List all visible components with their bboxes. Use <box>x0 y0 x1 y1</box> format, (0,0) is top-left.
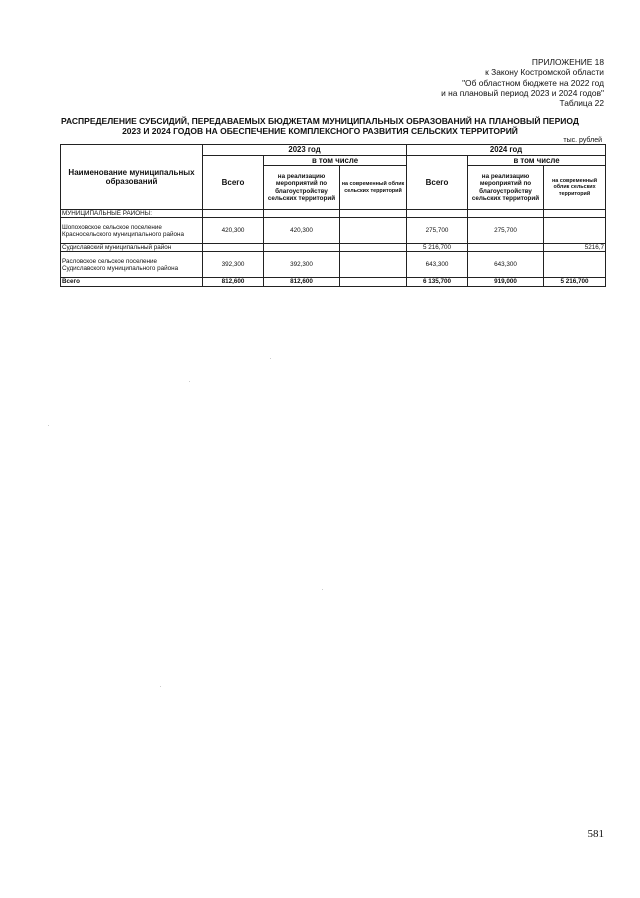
document-title <box>40 116 600 136</box>
total-improvement-2023: 812,600 <box>264 278 340 286</box>
header-municipality: Наименование муниципальных образований <box>61 145 203 210</box>
table-row <box>61 244 606 252</box>
scan-speck <box>322 589 323 590</box>
scan-speck <box>189 381 190 382</box>
subsidy-table <box>60 144 606 287</box>
appendix-line: к Закону Костромской области <box>485 67 604 78</box>
header-including-2024: в том числе <box>468 156 606 166</box>
table-number: Таблица 22 <box>559 98 604 109</box>
header-modern-look-2023: на современный облик сельских территорий <box>340 166 407 210</box>
table-row <box>61 218 606 244</box>
cell-improvement-2024: 643,300 <box>468 252 544 278</box>
cell-total-2023 <box>203 244 264 252</box>
header-modern-look-2024: на современный облик сельских территорий <box>544 166 606 210</box>
row-name: Шопоховское сельское поселение Красносельского муниципального района <box>61 218 203 244</box>
cell-modern-2024 <box>544 252 606 278</box>
total-label: Всего <box>61 278 203 286</box>
row-name: Расловское сельское поселение Судиславского муниципального района <box>61 252 203 278</box>
cell-modern-2024: 5216,7 <box>544 244 606 252</box>
page-number: 581 <box>587 828 604 840</box>
header-total-2024: Всего <box>407 156 468 210</box>
table-row-total <box>61 278 606 286</box>
header-improvement-2023: на реализацию мероприятий по благоустройству сельских территорий <box>264 166 340 210</box>
cell-improvement-2023: 392,300 <box>264 252 340 278</box>
header-including-2023: в том числе <box>264 156 407 166</box>
cell-total-2024: 643,300 <box>407 252 468 278</box>
title-line: РАСПРЕДЕЛЕНИЕ СУБСИДИЙ, ПЕРЕДАВАЕМЫХ БЮДЖЕТАМ МУНИЦИПАЛЬНЫХ ОБРАЗОВАНИЙ НА ПЛАНОВЫЙ ПЕРИОД <box>61 116 579 126</box>
row-name: Судиславский муниципальный район <box>61 244 203 252</box>
cell-improvement-2023 <box>264 244 340 252</box>
cell-modern-2024 <box>544 218 606 244</box>
header-total-2023: Всего <box>203 156 264 210</box>
appendix-line: "Об областном бюджете на 2022 год <box>462 77 604 88</box>
header-improvement-2024: на реализацию мероприятий по благоустройству сельских территорий <box>468 166 544 210</box>
total-2023: 812,600 <box>203 278 264 286</box>
appendix-line: и на плановый период 2023 и 2024 годов" <box>441 87 604 98</box>
title-line: 2023 И 2024 ГОДОВ НА ОБЕСПЕЧЕНИЕ КОМПЛЕКСНОГО РАЗВИТИЯ СЕЛЬСКИХ ТЕРРИТОРИЙ <box>122 126 518 136</box>
table-row <box>61 252 606 278</box>
cell-modern-2023 <box>340 252 407 278</box>
cell-improvement-2024: 275,700 <box>468 218 544 244</box>
total-2024: 6 135,700 <box>407 278 468 286</box>
scan-speck <box>160 686 161 687</box>
appendix-line: ПРИЛОЖЕНИЕ 18 <box>531 57 604 67</box>
total-improvement-2024: 919,000 <box>468 278 544 286</box>
header-year-2024: 2024 год <box>407 145 606 156</box>
cell-improvement-2024 <box>468 244 544 252</box>
cell-total-2024: 275,700 <box>407 218 468 244</box>
total-modern-2024: 5 216,700 <box>544 278 606 286</box>
scan-speck <box>48 425 49 426</box>
cell-modern-2023 <box>340 218 407 244</box>
table-row-section <box>61 210 606 218</box>
units-label: тыс. рублей <box>563 137 602 144</box>
cell-total-2023: 392,300 <box>203 252 264 278</box>
cell-total-2023: 420,300 <box>203 218 264 244</box>
total-modern-2023 <box>340 278 407 286</box>
scan-speck <box>270 358 271 359</box>
cell-improvement-2023: 420,300 <box>264 218 340 244</box>
appendix-header <box>284 57 604 108</box>
cell-total-2024: 5 216,700 <box>407 244 468 252</box>
section-label: МУНИЦИПАЛЬНЫЕ РАЙОНЫ: <box>61 210 203 218</box>
header-year-2023: 2023 год <box>203 145 407 156</box>
cell-modern-2023 <box>340 244 407 252</box>
